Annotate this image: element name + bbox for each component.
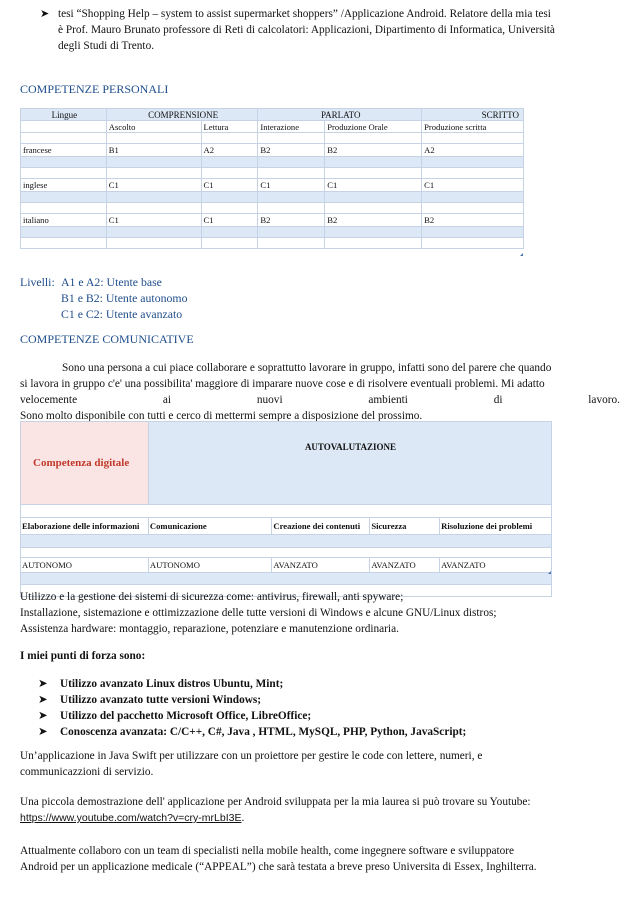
table-row	[21, 214, 524, 227]
languages-header-row	[21, 109, 524, 121]
level-cell: A2	[422, 144, 524, 157]
levels-label: Livelli:	[20, 275, 55, 289]
value-cell: AVANZATO	[370, 558, 440, 573]
java-paragraph	[20, 748, 482, 780]
strengths-list	[38, 676, 466, 740]
skills-line-3: Assistenza hardware: montaggio, reparazione, potenziare e manutenzione ordinaria.	[20, 623, 399, 635]
skills-line-2: Installazione, sistemazione e ottimizzazione delle tutte versioni di Windows e alcune GNU/Linux distros;	[20, 607, 497, 619]
word: nuovi	[256, 394, 283, 406]
subheader-ascolto: Ascolto	[106, 121, 201, 133]
skills-paragraph	[20, 589, 497, 637]
resize-corner-icon[interactable]	[520, 253, 523, 256]
strength-text: Utilizzo avanzato Linux distros Ubuntu, Mint;	[60, 678, 284, 690]
java-line-2: communicazzioni di servizio.	[20, 766, 154, 778]
level-cell: C1	[201, 179, 258, 192]
youtube-link[interactable]: https://www.youtube.com/watch?v=cry-mrLbI3E	[20, 812, 242, 824]
list-item	[38, 708, 466, 724]
list-item	[38, 724, 466, 740]
languages-subheader-row	[21, 121, 524, 133]
arrow-bullet-icon: ➤	[38, 694, 48, 706]
level-line: C1 e C2: Utente avanzato	[61, 307, 183, 321]
strength-text: Utilizzo del pacchetto Microsoft Office, LibreOffice;	[60, 710, 312, 722]
list-item	[38, 692, 466, 708]
strength-text: Utilizzo avanzato tutte versioni Windows;	[60, 694, 262, 706]
value-cell: AUTONOMO	[148, 558, 271, 573]
subheader-produzione-orale: Produzione Orale	[325, 121, 422, 133]
thesis-line-1: tesi “Shopping Help – system to assist supermarket shoppers” /Applicazione Android. Relatore della mia tesi	[58, 8, 551, 20]
level-cell: C1	[422, 179, 524, 192]
subheader-interazione: Interazione	[258, 121, 325, 133]
value-cell: AVANZATO	[440, 558, 552, 573]
col-elaborazione: Elaborazione delle informazioni	[21, 518, 149, 535]
value-cell: AUTONOMO	[21, 558, 149, 573]
digital-competence-title: Competenza digitale	[21, 422, 149, 505]
subheader-empty	[21, 121, 107, 133]
table-row	[21, 179, 524, 192]
col-risoluzione: Risoluzione dei problemi	[440, 518, 552, 535]
arrow-bullet-icon: ➤	[38, 710, 48, 722]
subheader-lettura: Lettura	[201, 121, 258, 133]
col-comunicazione: Comunicazione	[148, 518, 271, 535]
level-cell: C1	[325, 179, 422, 192]
digital-columns-row	[21, 518, 552, 535]
java-line-1: Un’applicazione in Java Swift per utilizzare con un proiettore per gestire le code con lettere, numeri, e	[20, 750, 483, 762]
table-row	[21, 144, 524, 157]
col-sicurezza: Sicurezza	[370, 518, 440, 535]
subheader-produzione-scritta: Produzione scritta	[422, 121, 524, 133]
level-cell: C1	[258, 179, 325, 192]
level-cell: B2	[258, 144, 325, 157]
levels-list	[61, 274, 187, 322]
arrow-bullet-icon: ➤	[38, 726, 48, 738]
strengths-title: I miei punti di forza sono:	[20, 650, 146, 662]
communicative-paragraph	[20, 360, 620, 424]
level-cell: B2	[422, 214, 524, 227]
arrow-bullet-icon: ➤	[38, 678, 48, 690]
header-lingue: Lingue	[21, 109, 107, 121]
communicative-line-4: Sono molto disponibile con tutti e cerco di mettermi sempre a disposizione del prossimo.	[20, 410, 423, 422]
level-line: B1 e B2: Utente autonomo	[61, 291, 188, 305]
language-name: francese	[21, 144, 107, 157]
languages-table	[20, 108, 524, 249]
level-cell: C1	[106, 214, 201, 227]
word: lavoro.	[588, 394, 620, 406]
arrow-bullet-icon: ➤	[40, 8, 50, 20]
level-cell: B2	[325, 214, 422, 227]
level-cell: B2	[325, 144, 422, 157]
language-name: italiano	[21, 214, 107, 227]
communicative-line-1: Sono una persona a cui piace collaborare e soprattutto lavorare in gruppo, infatti sono del parere che quando	[62, 362, 552, 374]
thesis-line-2: è Prof. Mauro Brunato professore di Reti di calcolatori: Applicazioni, Dipartimento di Informatica, Università	[58, 24, 555, 36]
thesis-bullet	[58, 6, 618, 54]
level-line: A1 e A2: Utente base	[61, 275, 162, 289]
level-cell: A2	[201, 144, 258, 157]
demo-link-line	[20, 810, 531, 826]
communicative-line-2: si lavora in gruppo c'e' una possibilita' maggiore di imparare nuove cose e di risolvere eventuali problemi. Mi adatto	[20, 378, 545, 390]
table-row	[21, 558, 552, 573]
health-line-2: Android per un applicazione medicale (“APPEAL”) che sarà testata a breve preso Universita di Essex, Inghilterra.	[20, 861, 537, 873]
section-title-comunicative: COMPETENZE COMUNICATIVE	[20, 332, 194, 346]
value-cell: AVANZATO	[272, 558, 370, 573]
word: velocemente	[20, 394, 78, 406]
demo-paragraph	[20, 794, 531, 826]
header-scritto: SCRITTO	[422, 109, 524, 121]
list-item	[38, 676, 466, 692]
health-paragraph	[20, 843, 537, 875]
word: di	[493, 394, 503, 406]
skills-line-1: Utilizzo e la gestione dei sistemi di sicurezza come: antivirus, firewall, anti spyware;	[20, 591, 404, 603]
self-assessment-header: AUTOVALUTAZIONE	[148, 422, 551, 505]
header-parlato: PARLATO	[258, 109, 422, 121]
digital-header-row	[21, 422, 552, 505]
level-cell: C1	[106, 179, 201, 192]
communicative-line-3	[20, 392, 620, 408]
word: ambienti	[368, 394, 408, 406]
levels-legend	[20, 274, 55, 290]
word: ai	[162, 394, 172, 406]
col-creazione: Creazione dei contenuti	[272, 518, 370, 535]
strength-text: Conoscenza avanzata: C/C++, C#, Java , HTML, MySQL, PHP, Python, JavaScript;	[60, 726, 467, 738]
section-title-personali: COMPETENZE PERSONALI	[20, 82, 169, 96]
demo-line-1: Una piccola demostrazione dell' applicazione per Android sviluppata per la mia laurea si può trovare su Youtube:	[20, 796, 531, 808]
digital-skills-table	[20, 421, 552, 597]
resize-corner-icon[interactable]	[548, 571, 551, 574]
level-cell: B1	[106, 144, 201, 157]
demo-suffix: .	[241, 812, 245, 824]
language-name: inglese	[21, 179, 107, 192]
thesis-line-3: degli Studi di Trento.	[58, 40, 155, 52]
header-comprensione: COMPRENSIONE	[106, 109, 258, 121]
health-line-1: Attualmente collaboro con un team di specialisti nella mobile health, come ingegnere software e sviluppatore	[20, 845, 515, 857]
level-cell: C1	[201, 214, 258, 227]
level-cell: B2	[258, 214, 325, 227]
